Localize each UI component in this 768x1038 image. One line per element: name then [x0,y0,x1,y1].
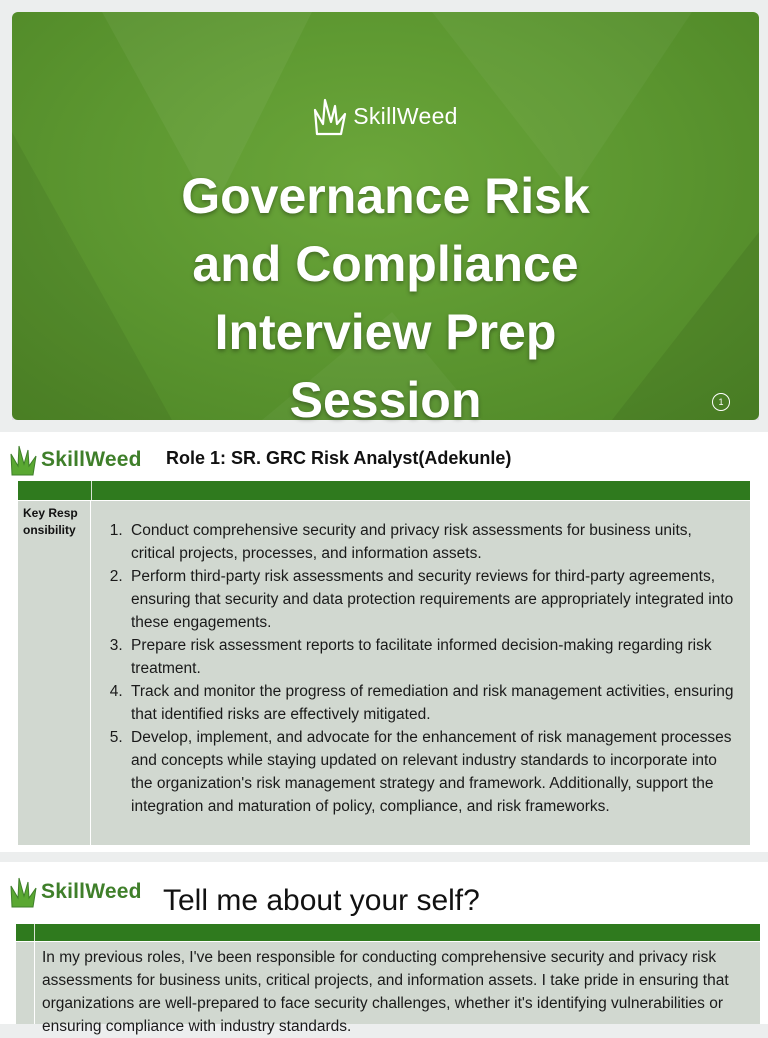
brand-logo [12,96,759,136]
role-slide [0,432,768,852]
page-number-badge: 1 [712,393,730,411]
grass-logo-icon [10,444,38,476]
list-item: 1. Conduct comprehensive security and privacy risk assessments for business units, critical projects, processes, and information assets. [127,519,736,565]
responsibility-list [91,501,750,845]
list-item: 3. Prepare risk assessment reports to facilitate informed decision-making regarding risk treatment. [127,634,736,680]
row-label: Key Responsibility [18,501,91,845]
title-line: Governance Risk [181,168,590,224]
table-header-bar [16,924,760,941]
question-heading: Tell me about your self? [163,884,480,917]
title-line: Session [289,372,482,428]
table-header-bar [18,481,750,500]
brand-name: SkillWeed [41,448,142,471]
table-header-cell [18,481,92,500]
brand-name: SkillWeed [353,102,458,129]
grass-logo-icon [10,876,38,908]
brand-logo [10,444,142,476]
table-header-cell [16,924,35,941]
list-item: 4. Track and monitor the progress of remediation and risk management activities, ensuring that identified risks are effectively mitigated. [127,680,736,726]
question-slide [0,862,768,1035]
grass-logo-icon [313,96,349,136]
title-line: Interview Prep [214,304,557,360]
answer-text: In my previous roles, I've been responsible for conducting comprehensive security and privacy risk assessments for business units, critical projects, and information assets. I take pride in ensuring that organizations are well-prepared to face security challenges, whether it's identifying vulnerabilities or ensuring compliance with industry standards. [42,949,729,1035]
list-item: 5. Develop, implement, and advocate for the enhancement of risk management processes and concepts while staying updated on relevant industry standards to incorporate into the organization's risk management strategy and framework. Additionally, support the integration and maturation of policy, compliance, and risk frameworks. [127,726,736,818]
brand-logo [10,876,142,908]
answer-table [16,942,760,1035]
responsibility-table [18,501,750,845]
title-line: and Compliance [192,236,579,292]
row-label [16,942,35,1024]
list-item: 2. Perform third-party risk assessments and security reviews for third-party agreements, ensuring that security and data protection requirements are appropriately integrated into these engagements. [127,565,736,634]
brand-name: SkillWeed [41,880,142,903]
slide-title [12,162,759,434]
title-slide [12,12,759,428]
role-heading: Role 1: SR. GRC Risk Analyst(Adekunle) [166,448,512,468]
